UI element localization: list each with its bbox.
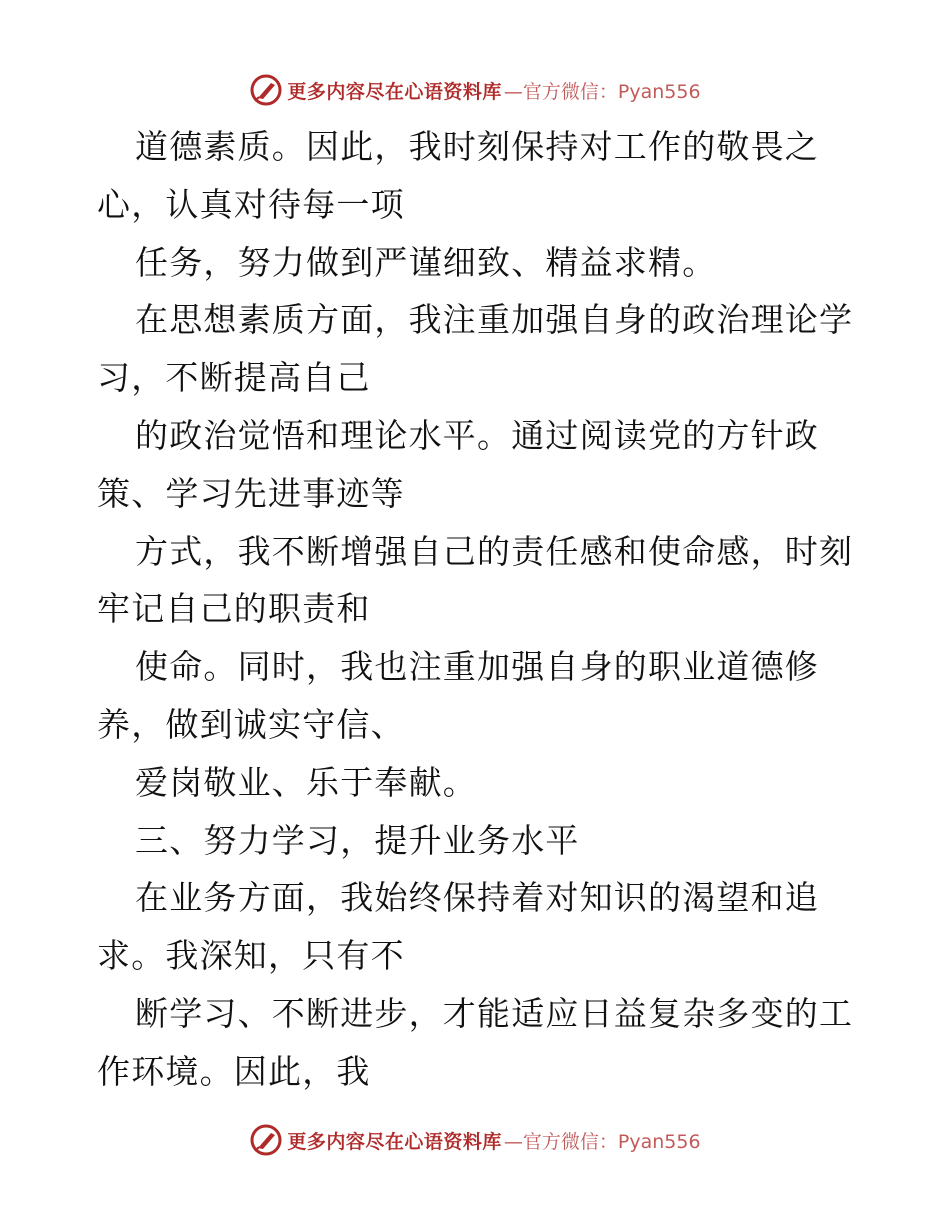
text-line: 牢记自己的职责和 xyxy=(97,589,371,629)
text-line: 作环境。因此，我 xyxy=(97,1051,371,1091)
text-line: 使命。同时，我也注重加强自身的职业道德修 xyxy=(135,647,819,687)
header-watermark xyxy=(0,70,950,110)
text-line: 策、学习先进事迹等 xyxy=(97,473,405,513)
text-line: 的政治觉悟和理论水平。通过阅读党的方针政 xyxy=(135,415,819,455)
text-line: 爱岗敬业、乐于奉献。 xyxy=(135,762,477,802)
text-line: 断学习、不断进步，才能适应日益复杂多变的工 xyxy=(135,993,854,1033)
quill-pen-logo-icon xyxy=(249,73,283,107)
text-line: 求。我深知，只有不 xyxy=(97,936,405,976)
text-line: 道德素质。因此，我时刻保持对工作的敬畏之 xyxy=(135,127,819,166)
footer-watermark xyxy=(0,1120,950,1160)
text-line: 养，做到诚实守信、 xyxy=(97,704,405,744)
text-line: 方式，我不断增强自己的责任感和使命感，时刻 xyxy=(135,531,854,571)
text-line: 在业务方面，我始终保持着对知识的渴望和追 xyxy=(135,878,819,918)
document-body xyxy=(97,118,857,1101)
header-brand-text: 更多内容尽在心语资料库 xyxy=(287,80,502,103)
footer-brand-text: 更多内容尽在心语资料库 xyxy=(287,1130,502,1153)
text-line: 心，认真对待每一项 xyxy=(97,184,405,224)
text-line: 在思想素质方面，我注重加强自身的政治理论学 xyxy=(135,300,854,340)
quill-pen-logo-icon xyxy=(249,1123,283,1157)
text-line: 习，不断提高自己 xyxy=(97,358,371,398)
text-line: 任务，努力做到严谨细致、精益求精。 xyxy=(135,242,717,282)
text-line: 三、努力学习，提升业务水平 xyxy=(135,820,580,860)
footer-contact-text: —官方微信：Pyan556 xyxy=(503,1130,701,1153)
header-contact-text: —官方微信：Pyan556 xyxy=(503,80,701,103)
